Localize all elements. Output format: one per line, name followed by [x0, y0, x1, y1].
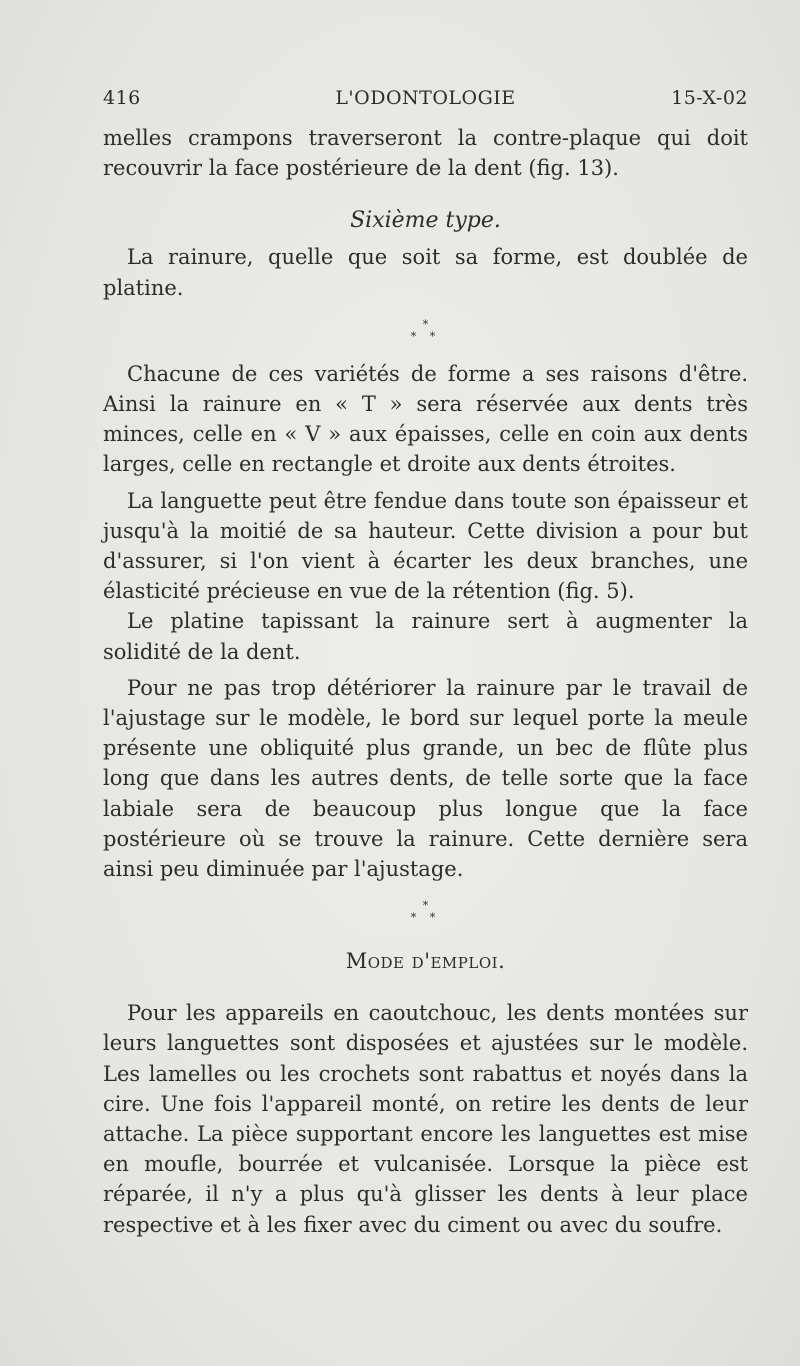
- asterism-divider-2: [103, 900, 748, 924]
- asterism-top: *: [422, 899, 429, 913]
- running-title: L'ODONTOLOGIE: [335, 87, 516, 109]
- running-header: [103, 87, 748, 117]
- paragraph-varietes: Chacune de ces variétés de forme a ses raisons d'être. Ainsi la rainure en « T » sera réservée aux dents très minces, celle en « V » aux épaisses, celle en coin aux dents larges, celle en rectangle et droite aux dents étroites.: [103, 361, 748, 477]
- page-number: 416: [103, 87, 141, 109]
- section-title-mode-emploi: Mode d'emploi.: [345, 949, 506, 974]
- paragraph-mode-emploi: Pour les appareils en caoutchouc, les dents montées sur leurs languettes sont disposées et ajustées sur le modèle. Les lamelles ou les crochets sont rabattus et noyés dans la cire. Une fois l'appareil monté, on retire les dents de leur attache. La pièce supportant encore les languettes est mise en moufle, bourrée et vulcanisée. Lorsque la pièce est réparée, il n'y a plus qu'à glisser les dents à leur place respective et à les fixer avec du ciment ou avec du soufre.: [103, 1001, 748, 1237]
- paragraph-continued: melles crampons traverseront la contre-plaque qui doit recouvrir la face postérieure de la dent (fig. 13).: [103, 126, 748, 181]
- paragraph-sixieme: La rainure, quelle que soit sa forme, est doublée de platine.: [103, 245, 748, 300]
- paragraph-ajustage: Pour ne pas trop détériorer la rainure par le travail de l'ajustage sur le modèle, le bord sur lequel porte la meule présente une obliquité plus grande, un bec de flûte plus long que dans les autres dents, de telle sorte que la face labiale sera de beaucoup plus longue que la face postérieure où se trouve la rainure. Cette dernière sera ainsi peu diminuée par l'ajustage.: [103, 675, 748, 882]
- paragraph-languette: La languette peut être fendue dans toute son épaisseur et jusqu'à la moitié de sa hauteur. Cette division a pour but d'assurer, si l'on vient à écarter les deux branches, une élasticité précieuse en vue de la rétention (fig. 5).: [103, 488, 748, 604]
- asterism-bottom: * *: [410, 329, 441, 343]
- page-body: [103, 123, 748, 1240]
- asterism-top: *: [422, 317, 429, 331]
- issue-date: 15-X-02: [671, 87, 748, 109]
- paragraph-platine: Le platine tapissant la rainure sert à augmenter la solidité de la dent.: [103, 609, 748, 664]
- asterism-bottom: * *: [410, 911, 441, 925]
- asterism-divider: [103, 319, 748, 343]
- subheading-sixieme-type: Sixième type.: [350, 208, 501, 234]
